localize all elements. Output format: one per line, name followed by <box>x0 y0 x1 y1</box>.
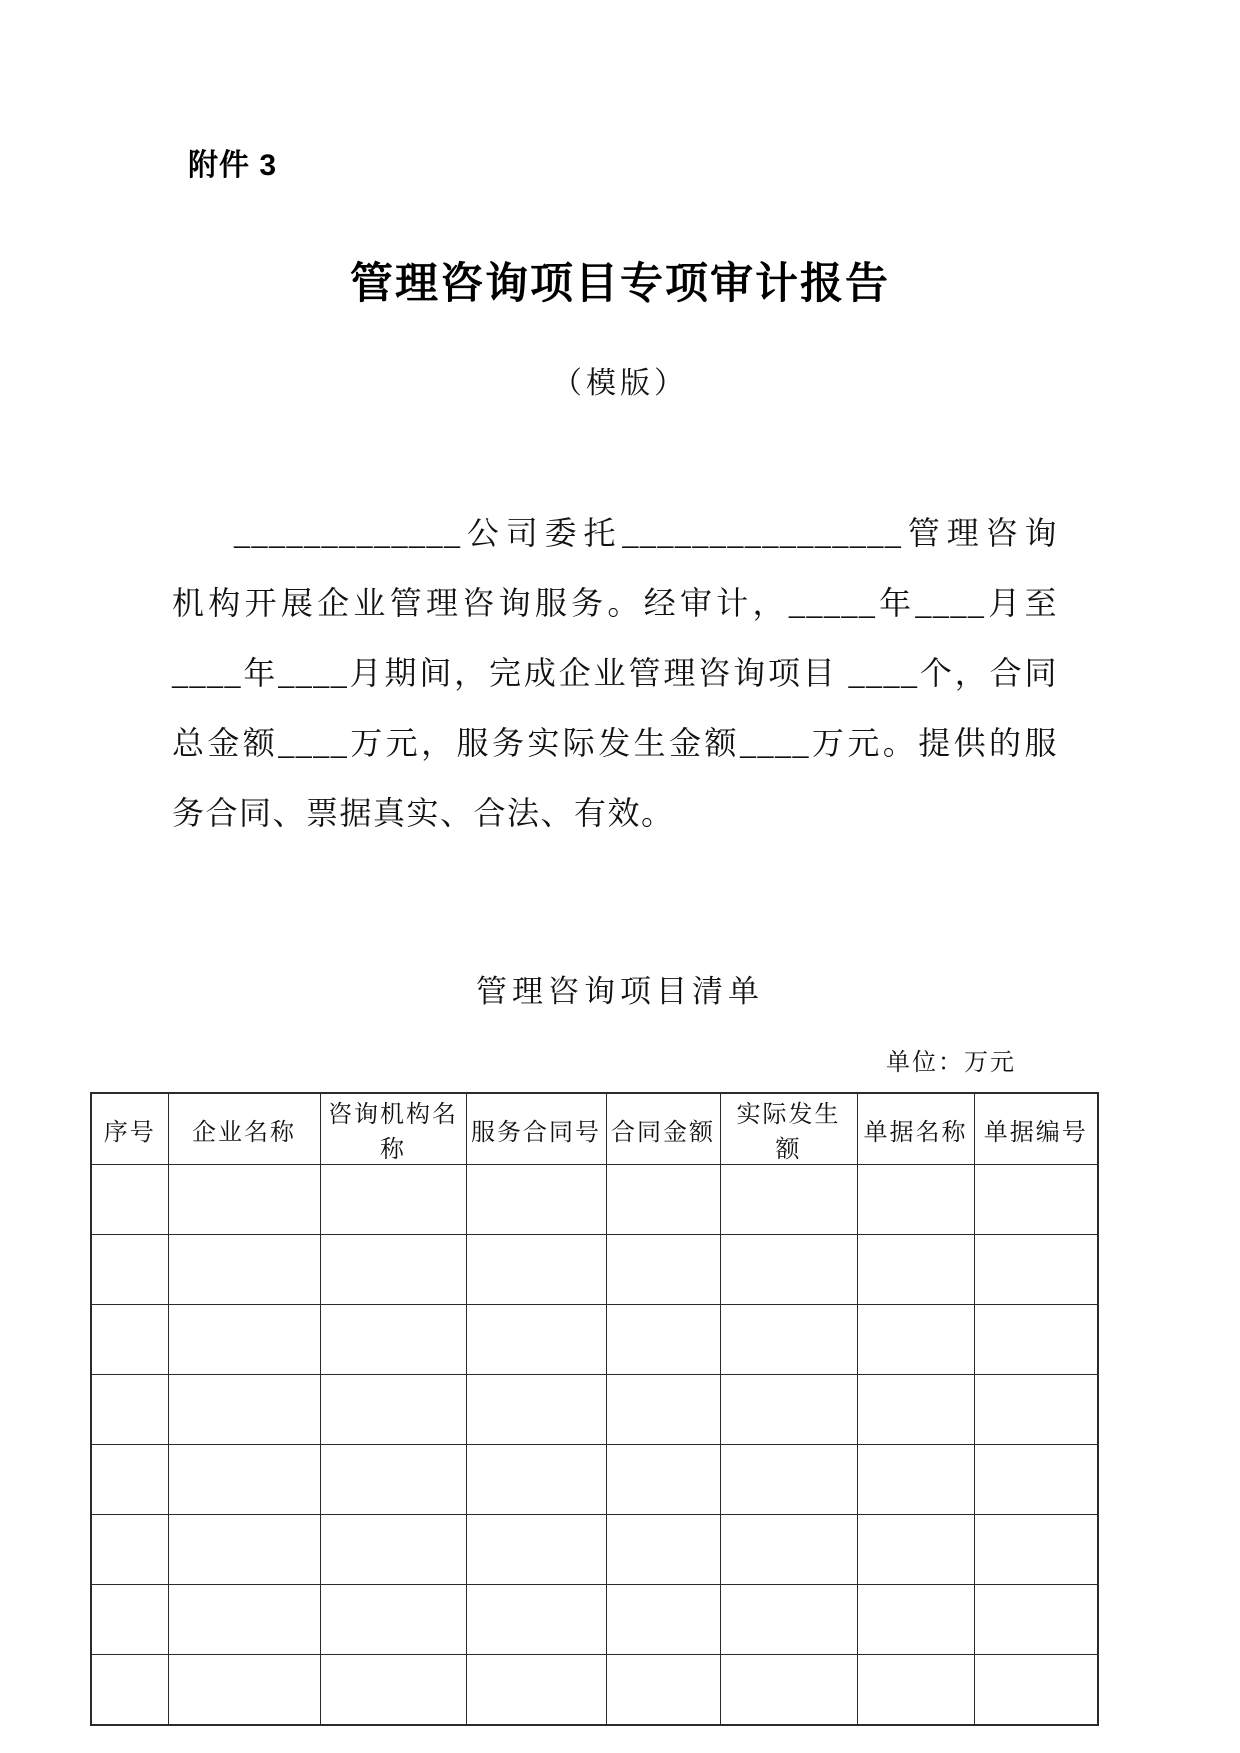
table-cell <box>168 1375 320 1445</box>
table-cell <box>91 1655 168 1725</box>
header-document-no: 单据编号 <box>974 1093 1098 1165</box>
table-cell <box>974 1305 1098 1375</box>
table-cell <box>606 1515 720 1585</box>
table-cell <box>857 1445 974 1515</box>
table-cell <box>466 1655 606 1725</box>
table-cell <box>466 1305 606 1375</box>
table-row <box>91 1235 1098 1305</box>
table-cell <box>720 1235 857 1305</box>
table-cell <box>720 1585 857 1655</box>
table-cell <box>168 1235 320 1305</box>
table-cell <box>974 1445 1098 1515</box>
body-line-3: ____年____月期间，完成企业管理咨询项目 ____个，合同 <box>172 655 1058 691</box>
table-cell <box>466 1235 606 1305</box>
table-cell <box>466 1165 606 1235</box>
table-cell <box>974 1165 1098 1235</box>
table-cell <box>320 1445 466 1515</box>
table-cell <box>91 1305 168 1375</box>
table-cell <box>320 1235 466 1305</box>
table-cell <box>91 1585 168 1655</box>
table-cell <box>168 1445 320 1515</box>
table-cell <box>320 1655 466 1725</box>
table-cell <box>466 1515 606 1585</box>
table-cell <box>91 1445 168 1515</box>
table-cell <box>720 1165 857 1235</box>
table-cell <box>606 1375 720 1445</box>
table-row <box>91 1655 1098 1725</box>
table-cell <box>857 1515 974 1585</box>
table-cell <box>857 1305 974 1375</box>
table-cell <box>720 1375 857 1445</box>
table-cell <box>720 1305 857 1375</box>
table-cell <box>320 1515 466 1585</box>
header-document-name: 单据名称 <box>857 1093 974 1165</box>
table-cell <box>974 1515 1098 1585</box>
table-cell <box>857 1655 974 1725</box>
table-cell <box>466 1445 606 1515</box>
header-service-contract-no: 服务合同号 <box>466 1093 606 1165</box>
table-cell <box>466 1375 606 1445</box>
table-cell <box>857 1165 974 1235</box>
document-title: 管理咨询项目专项审计报告 <box>350 260 890 308</box>
table-cell <box>606 1445 720 1515</box>
header-consulting-org-name: 咨询机构名称 <box>320 1093 466 1165</box>
table-cell <box>320 1165 466 1235</box>
table-cell <box>857 1235 974 1305</box>
table-cell <box>974 1585 1098 1655</box>
table-cell <box>857 1375 974 1445</box>
table-cell <box>974 1235 1098 1305</box>
table-cell <box>320 1585 466 1655</box>
header-enterprise-name: 企业名称 <box>168 1093 320 1165</box>
projects-table <box>90 1092 1099 1726</box>
table-cell <box>857 1585 974 1655</box>
table-cell <box>606 1585 720 1655</box>
attachment-label: 附件 3 <box>188 149 278 182</box>
table-row <box>91 1515 1098 1585</box>
table-cell <box>168 1585 320 1655</box>
table-cell <box>466 1585 606 1655</box>
table-cell <box>606 1305 720 1375</box>
table-header-row <box>91 1093 1098 1165</box>
table-row <box>91 1305 1098 1375</box>
table-cell <box>320 1375 466 1445</box>
unit-label: 单位：万元 <box>886 1050 1016 1076</box>
header-actual-amount: 实际发生额 <box>720 1093 857 1165</box>
table-cell <box>168 1655 320 1725</box>
table-cell <box>606 1235 720 1305</box>
table-cell <box>606 1655 720 1725</box>
document-subtitle: （模版） <box>552 367 688 400</box>
table-cell <box>606 1165 720 1235</box>
header-seq-no: 序号 <box>91 1093 168 1165</box>
body-line-4: 总金额____万元，服务实际发生金额____万元。提供的服 <box>172 725 1058 761</box>
table-cell <box>168 1515 320 1585</box>
table-row <box>91 1375 1098 1445</box>
table-row <box>91 1165 1098 1235</box>
table-cell <box>91 1515 168 1585</box>
table-cell <box>720 1655 857 1725</box>
table-row <box>91 1445 1098 1515</box>
table-cell <box>974 1655 1098 1725</box>
table-cell <box>91 1375 168 1445</box>
table-row <box>91 1585 1098 1655</box>
table-cell <box>320 1305 466 1375</box>
table-cell <box>168 1305 320 1375</box>
table-cell <box>974 1375 1098 1445</box>
body-line-2: 机构开展企业管理咨询服务。经审计，_____年____月至 <box>172 585 1058 621</box>
list-title: 管理咨询项目清单 <box>476 974 764 1009</box>
body-paragraph <box>172 498 1058 848</box>
table-cell <box>720 1515 857 1585</box>
table-cell <box>91 1235 168 1305</box>
body-line-1: _____________公司委托________________管理咨询 <box>234 515 1058 551</box>
body-line-5: 务合同、票据真实、合法、有效。 <box>172 795 675 831</box>
table-cell <box>168 1165 320 1235</box>
table-cell <box>91 1165 168 1235</box>
header-contract-amount: 合同金额 <box>606 1093 720 1165</box>
table-cell <box>720 1445 857 1515</box>
